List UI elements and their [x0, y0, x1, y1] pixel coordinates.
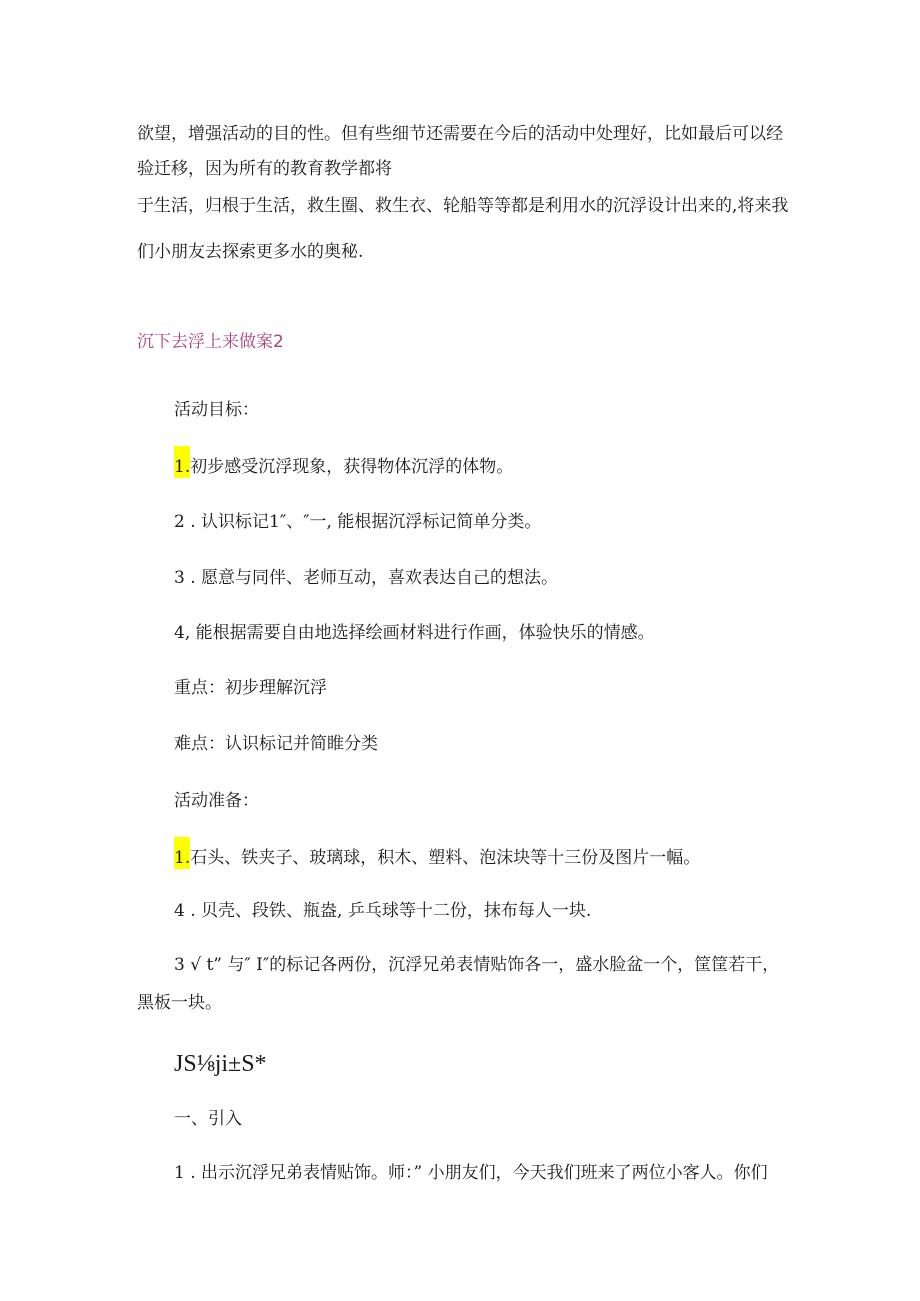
goals-title: 活动目标： — [174, 400, 259, 420]
prep-title: 活动准备： — [174, 791, 259, 811]
intro-line-4: 们小朋友去探索更多水的奥秘. — [137, 242, 364, 262]
difficult-point: 难点：认识标记并简睢分类 — [174, 734, 378, 754]
intro-line-2: 验迁移，因为所有的教育教学都将 — [137, 159, 392, 179]
process-section-1: 一、引入 — [174, 1109, 242, 1129]
prep-item-3-line-1: 3 √ t” 与″ I″的标记各两份，沉浮兄弟表情贴饰各一，盛水脸盆一个，筐筐若干， — [174, 955, 780, 975]
key-point: 重点：初步理解沉浮 — [174, 678, 327, 698]
prep-item-2: 4 . 贝壳、段铁、瓶盎, 乒乓球等十二份，抹布每人一块. — [174, 901, 592, 921]
goal-item-2: 2 . 认识标记1″、″一, 能根据沉浮标记简单分类。 — [174, 512, 542, 532]
process-item-1: 1 . 出示沉浮兄弟表情贴饰。师：” 小朋友们，今天我们班来了两位小客人。你们 — [174, 1163, 768, 1183]
goal-item-1-text: 初步感受沉浮现象，获得物体沉浮的体物。 — [190, 457, 514, 477]
prep-item-3-line-2: 黑板一块。 — [137, 993, 222, 1013]
highlight-number: 1. — [174, 446, 190, 478]
goal-item-3: 3 . 愿意与同伴、老师互动，喜欢表达自己的想法。 — [174, 568, 559, 588]
goal-item-4: 4, 能根据需要自由地选择绘画材料进行作画，体验快乐的情感。 — [174, 623, 655, 643]
garbled-heading: JS⅛ji±S* — [174, 1051, 267, 1077]
prep-item-1-text: 石头、铁夹子、玻璃球，积木、塑料、泡沫块等十三份及图片一幅。 — [190, 848, 701, 868]
intro-line-3: 于生活，归根于生活，救生圈、救生衣、轮船等等都是利用水的沉浮设计出来的,将来我 — [137, 196, 789, 216]
prep-item-1 — [174, 837, 700, 872]
section-heading: 沉下去浮上来做案2 — [137, 332, 284, 352]
highlight-number: 1. — [174, 837, 190, 869]
goal-item-1 — [174, 446, 513, 481]
intro-line-1: 欲望，增强活动的目的性。但有些细节还需要在今后的活动中处理好，比如最后可以经 — [137, 124, 783, 144]
